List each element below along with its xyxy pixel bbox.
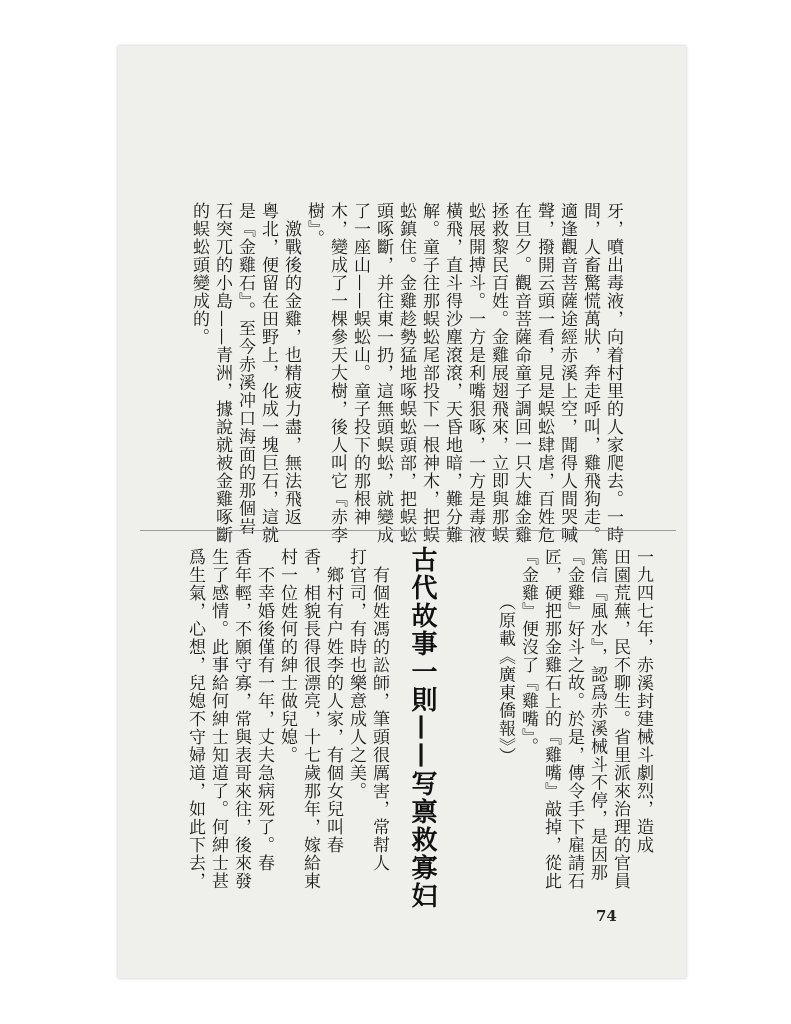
text-column: 樹』。 [304, 202, 324, 248]
text-column: 在旦夕。觀音菩薩命童子調回一只大雄金雞 [511, 202, 531, 544]
text-column: 解。童子往那蜈蚣尾部投下一根神木，把蜈 [419, 202, 439, 544]
text-column: 頭啄斷，并往東一扔，這無頭蜈蚣，就變成 [373, 202, 393, 544]
text-column: 爲生氣，心想，兒媳不守婦道，如此下去， [185, 548, 205, 890]
text-column: 生了感情。此事給何紳士知道了。何紳士甚 [208, 548, 228, 890]
text-column: 的蜈蚣頭變成的。 [189, 202, 209, 346]
text-column: 拯救黎民百姓。金雞展翅飛來，立即與那蜈 [488, 202, 508, 544]
text-column: 一九四七年，赤溪封建械斗劇烈，造成 [633, 548, 653, 854]
text-column: 了一座山——蜈蚣山。童子投下的那根神 [350, 202, 370, 526]
page-number: 74 [596, 907, 617, 925]
source-citation: （原載《廣東僑報》） [495, 548, 515, 765]
text-column: 牙，噴出毒液，向着村里的人家爬去。一時 [603, 202, 623, 544]
text-column: 適逢觀音菩薩途經赤溪上空，聞得人間哭喊 [557, 202, 577, 544]
text-column: 粵北，便留在田野上，化成一塊巨石，這就 [258, 202, 278, 544]
text-column: 間，人畜驚慌萬狀，奔走呼叫，雞飛狗走。 [580, 202, 600, 544]
text-column: 香，相貌長得很漂亮，十七歲那年，嫁給東 [300, 548, 320, 890]
section-divider [140, 530, 676, 531]
text-column: 石突兀的小島——青洲，據說就被金雞啄斷 [212, 202, 232, 544]
text-column: 有個姓馮的訟師，筆頭很厲害，常幇人 [369, 548, 389, 872]
text-column: 匠，硬把那金雞石上的『雞嘴』敲掉，從此 [541, 548, 561, 890]
text-column: 打官司，有時也樂意成人之美。 [346, 548, 366, 800]
text-column: 『金雞』好斗之故。於是，傳令手下雇請石 [564, 548, 584, 890]
text-column: 聲，撥開云頭一看，見是蜈蚣肆虐，百姓危 [534, 202, 554, 544]
text-column: 『金雞』便沒了『雞嘴』。 [518, 548, 538, 756]
text-column: 村一位姓何的紳士做兒媳。 [277, 548, 297, 764]
text-column: 香年輕，不願守寡，常與表哥來往，後來發 [231, 548, 251, 890]
text-column: 田園荒蕪，民不聊生。省里派來治理的官員 [610, 548, 630, 890]
text-column: 是『金雞石』。至今赤溪冲口海面的那個岩 [235, 202, 255, 536]
text-column: 蚣鎮住。金雞趁勢猛地啄蜈蚣頭部，把蜈蚣 [396, 202, 416, 544]
text-column: 橫飛，直斗得沙塵滾滾，天昏地暗，難分難 [442, 202, 462, 544]
text-column: 激戰後的金雞，也精疲力盡，無法飛返 [281, 202, 301, 526]
story-heading: 古代故事一則——写禀救寡妇 [407, 546, 437, 910]
text-column: 不幸婚後僅有一年，丈夫急病死了。春 [254, 548, 274, 872]
text-column: 木，變成了一棵參天大樹，後人叫它『赤李 [327, 202, 347, 544]
book-page [118, 46, 686, 978]
text-column: 篤信『風水』，認爲赤溪械斗不停，是因那 [587, 548, 607, 882]
text-column: 鄉村有户姓李的人家，有個女兒叫春 [323, 548, 343, 854]
text-column: 蚣展開搏斗。一方是利嘴狠啄，一方是毒液 [465, 202, 485, 544]
